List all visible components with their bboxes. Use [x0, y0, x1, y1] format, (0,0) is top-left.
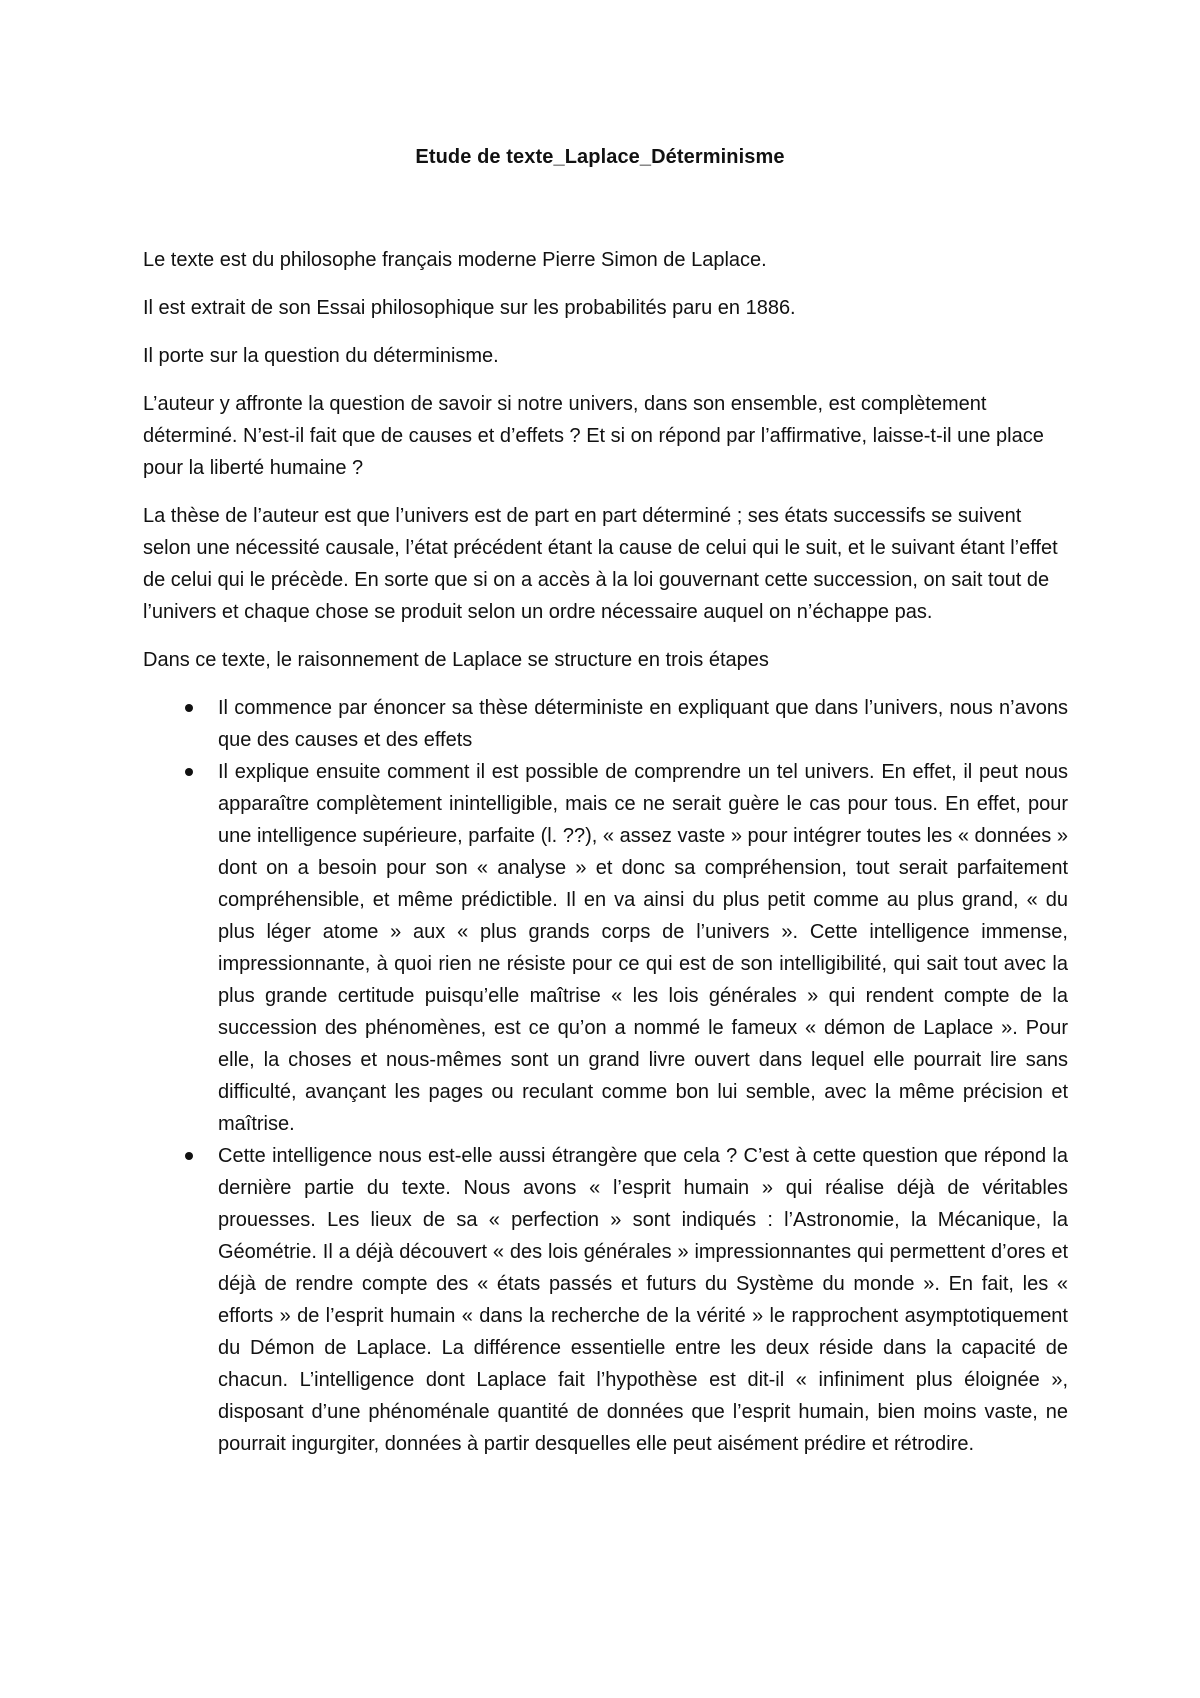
paragraph-topic: Il porte sur la question du déterminisme.	[143, 345, 499, 367]
bullet-item-step-2	[143, 756, 1068, 1140]
bullet-dot-icon	[185, 1152, 193, 1160]
paragraph-author: Le texte est du philosophe français moderne Pierre Simon de Laplace.	[143, 249, 767, 271]
paragraph-problem: L’auteur y affronte la question de savoir si notre univers, dans son ensemble, est complètement déterminé. N’est-il fait que de causes et d’effets ? Et si on répond par l’affirmative, laisse-t-il une place pour la liberté humaine ?	[143, 393, 1044, 479]
paragraph-structure-intro: Dans ce texte, le raisonnement de Laplace se structure en trois étapes	[143, 649, 769, 671]
bullet-dot-icon	[185, 768, 193, 776]
bullet-item-step-1	[143, 692, 1068, 756]
paragraph-thesis: La thèse de l’auteur est que l’univers est de part en part déterminé ; ses états successifs se suivent selon une nécessité causale, l’état précédent étant la cause de celui qui le suit, et le suivant étant l’effet de celui qui le précède. En sorte que si on a accès à la loi gouvernant cette succession, on sait tout de l’univers et chaque chose se produit selon un ordre nécessaire auquel on n’échappe pas.	[143, 505, 1058, 623]
document-title: Etude de texte_Laplace_Déterminisme	[415, 146, 785, 168]
bullet-text: Il explique ensuite comment il est possible de comprendre un tel univers. En effet, il peut nous apparaître complètement inintelligible, mais ce ne serait guère le cas pour tous. En effet, pour une intelligence supérieure, parfaite (l. ??), « assez vaste » pour intégrer toutes les « données » dont on a besoin pour son « analyse » et donc sa compréhension, tout serait parfaitement compréhensible, et même prédictible. Il en va ainsi du plus petit comme au plus grand, « du plus léger atome » aux « plus grands corps de l’univers ». Cette intelligence immense, impressionnante, à quoi rien ne résiste pour ce qui est de son intelligibilité, qui sait tout avec la plus grande certitude puisqu’elle maîtrise « les lois générales » qui rendent compte de la succession des phénomènes, est ce qu’on a nommé le fameux « démon de Laplace ». Pour elle, la choses et nous-mêmes sont un grand livre ouvert dans lequel elle pourrait lire sans difficulté, avançant les pages ou reculant comme bon lui semble, avec la même précision et maîtrise.	[218, 761, 1068, 1135]
paragraph-source: Il est extrait de son Essai philosophique sur les probabilités paru en 1886.	[143, 297, 796, 319]
bullet-text: Il commence par énoncer sa thèse déterministe en expliquant que dans l’univers, nous n’avons que des causes et des effets	[218, 697, 1068, 751]
bullet-dot-icon	[185, 704, 193, 712]
bullet-text: Cette intelligence nous est-elle aussi étrangère que cela ? C’est à cette question que répond la dernière partie du texte. Nous avons « l’esprit humain » qui réalise déjà de véritables prouesses. Les lieux de sa « perfection » sont indiqués : l’Astronomie, la Mécanique, la Géométrie. Il a déjà découvert « des lois générales » impressionnantes qui permettent d’ores et déjà de rendre compte des « états passés et futurs du Système du monde ». En fait, les « efforts » de l’esprit humain « dans la recherche de la vérité » le rapprochent asymptotiquement du Démon de Laplace. La différence essentielle entre les deux réside dans la capacité de chacun. L’intelligence dont Laplace fait l’hypothèse est dit-il « infiniment plus éloignée », disposant d’une phénoménale quantité de données que l’esprit humain, bien moins vaste, ne pourrait ingurgiter, données à partir desquelles elle peut aisément prédire et rétrodire.	[218, 1145, 1068, 1455]
bullet-item-step-3	[143, 1140, 1068, 1460]
structure-bullet-list	[143, 692, 1068, 1460]
document-body	[143, 244, 1068, 1460]
